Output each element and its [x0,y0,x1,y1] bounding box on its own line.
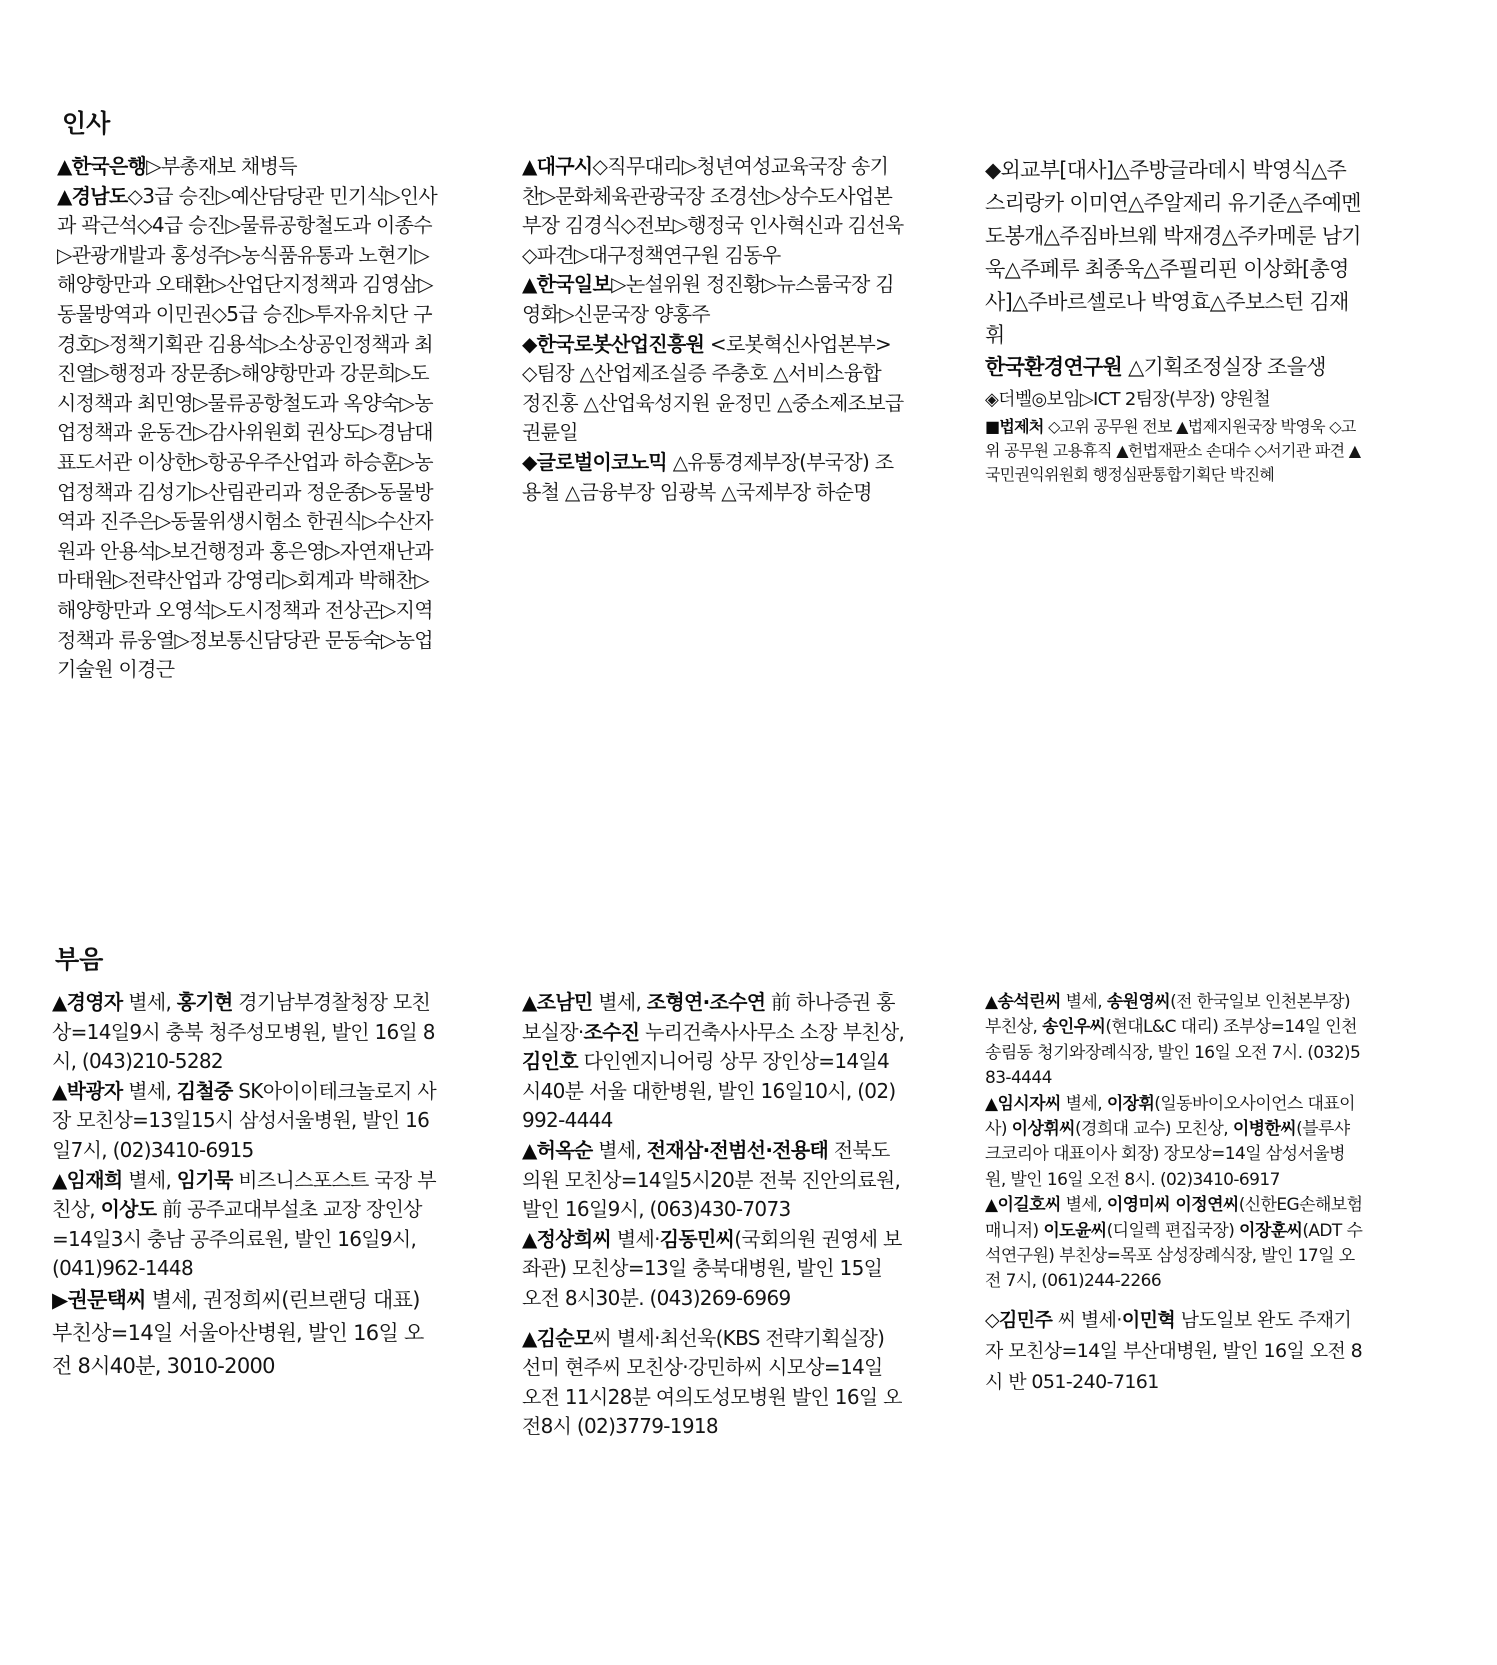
bereaved-name: 이민혁 [1121,1308,1176,1331]
entry-text: ◇직무대리▷청년여성교육국장 송기찬▷문화체육관광국장 조경선▷상수도사업본부장 김경식◇전보▷행정국 인사혁신과 김선욱◇파견▷대구정책연구원 김동우 [522,154,904,267]
bereaved-name: 이장휘 [1106,1093,1155,1114]
obituary-entry [522,1136,905,1225]
entry-text: 씨 별세·최선욱(KBS 전략기획실장) 선미 현주씨 모친상·강민하씨 시모상=14일 오전 11시28분 여의도성모병원 발인 16일 오전8시 (02)3779-1918 [522,1325,902,1439]
bereaved-name: 전재삼·전범선·전용태 [646,1137,829,1162]
obituary-entry [522,1324,905,1442]
org-name: ■법제처 [985,417,1044,436]
entry-text: ◇3급 승진▷예산담당관 민기식▷인사과 곽근석◇4급 승진▷물류공항철도과 이종수▷관광개발과 홍성주▷농식품유통과 노현기▷해양항만과 오태환▷산업단지정책과 김영삼▷동물방역과 이민권◇5급 승진▷투자유치단 구경호▷정책기획관 김용석▷소상공인정책과 최진열▷행정과 장문종▷해양항만과 강문희▷도시정책과 최민영▷물류공항철도과 옥양숙▷농업정책과 윤동건▷감사위원회 권상도▷경남대표도서관 이상한▷항공우주산업과 하승훈▷농업정책과 김성기▷산림관리과 정운종▷동물방역과 진주은▷동물위생시험소 한권식▷수산자원과 안용석▷보건행정과 홍은영▷자연재난과 마태원▷전략산업과 강영리▷회계과 박해찬▷해양항만과 오영석▷도시정책과 전상곤▷지역정책과 류웅열▷정보통신담당관 문동숙▷농업기술원 이경근 [57,183,437,682]
entry-text: 남도일보 완도 주재기자 모친상=14일 부산대병원, 발인 16일 오전 8시 반 051-240-7161 [985,1308,1363,1393]
entry-text: 前 공주교대부설초 교장 장인상=14일3시 충남 공주의료원, 발인 16일9시, (041)962-1448 [52,1197,422,1281]
deceased-name: ▲경영자 [52,990,123,1014]
entry-text: 별세, [592,1137,647,1162]
obituary-entry [985,1193,1365,1295]
deceased-name: ▲박광자 [52,1078,123,1103]
insa-entry [522,448,905,507]
entry-text: 별세, [122,1078,177,1103]
entry-text: 씨 별세· [1052,1308,1122,1331]
deceased-name: ▲이길호씨 [985,1195,1061,1216]
bereaved-name: 이병한씨 [1232,1119,1297,1140]
org-name: ◆글로벌이코노믹 [522,449,668,474]
org-name: ▲한국은행 [57,154,147,178]
entry-text: 별세, [1060,1093,1107,1114]
org-name: ▲대구시 [522,154,593,178]
insa-entry-moleg [985,415,1365,487]
entry-text: 별세, [592,990,647,1014]
bereaved-name: 송인우씨 [1042,1017,1106,1038]
org-name: 한국환경연구원 [985,355,1123,379]
bereaved-name: 김철중 [176,1078,233,1103]
deceased-name: ◇김민주 [985,1308,1053,1331]
obituary-entry [985,990,1365,1092]
entry-text: SK아이이테크놀로지 사장 모친상=13일15시 삼성서울병원, 발인 16일7시, (02)3410-6915 [52,1078,436,1162]
entry-text: 다인엔지니어링 상무 장인상=14일4시40분 서울 대한병원, 발인 16일10시, (02)992-4444 [522,1049,896,1133]
obituary-entry [52,1077,437,1166]
deceased-name: ▲조남민 [522,990,593,1014]
insa-entry [522,330,905,448]
deceased-name: ▲임시자씨 [985,1093,1061,1114]
entry-text: (현대L&C 대리) 조부상=14일 인천 송림동 청기와장례식장, 발인 16일 오전 7시. (032)583-4444 [985,1017,1361,1089]
entry-text: 별세, [1060,1195,1107,1216]
deceased-name: ▲허옥순 [522,1137,593,1162]
entry-text: 별세, [122,990,177,1014]
entry-text: (전 한국일보 인천본부장) 부친상, [985,992,1351,1038]
deceased-name: ▲정상희씨 [522,1226,612,1251]
entry-text: (ADT 수석연구원) 부친상=목포 삼성장례식장, 발인 17일 오전 7시, (061)244-2266 [985,1220,1363,1292]
org-name: ▲경남도 [57,183,128,208]
bereaved-name: 조수진 [583,1019,640,1044]
entry-text: (국회의원 권영세 보좌관) 모친상=13일 충북대병원, 발인 15일 오전 8시30분. (043)269-6969 [522,1226,902,1310]
obituary-entry [522,988,905,1136]
entry-text: △기획조정실장 조을생 [1122,355,1326,379]
insa-entry-gyeongnam [57,182,440,685]
insa-entry-kei [985,352,1365,384]
entry-text: ▷부총재보 채병득 [146,154,297,178]
entry-text: 별세, 권정희씨(린브랜딩 대표) 부친상=14일 서울아산병원, 발인 16일 오전 8시40분, 3010-2000 [52,1287,424,1378]
bereaved-name: 김동민씨 [659,1226,735,1251]
entry-text: 누리건축사사무소 소장 부친상, [639,1019,905,1044]
insa-entry [522,270,905,329]
entry-text: 前 하나증권 홍보실장· [522,990,895,1044]
bereaved-name: 홍기현 [176,990,233,1014]
insa-column-2 [522,152,905,507]
org-name: ▲한국일보 [522,272,612,297]
bereaved-name: 임기묵 [176,1167,233,1192]
deceased-name: ▲김순모 [522,1325,593,1350]
entry-text: (블루샤크코리아 대표이사 회장) 장모상=14일 삼성서울병원, 발인 16일 오전 8시. (02)3410-6917 [985,1119,1350,1190]
entry-text: (경희대 교수) 모친상, [1074,1119,1233,1140]
entry-text: (신한EG손해보험 매니저) [985,1195,1363,1241]
bueum-column-2 [522,988,905,1442]
obituary-entry [985,1305,1365,1398]
entry-text: △유통경제부장(부국장) 조용철 △금융부장 임광복 △국제부장 하순명 [522,449,894,504]
deceased-name: ▲임재희 [52,1167,123,1192]
insa-column-3 [985,154,1365,487]
bereaved-name: 이영미씨 이정연씨 [1106,1195,1239,1216]
bereaved-name: 조형연·조수연 [646,990,766,1014]
bueum-column-3 [985,990,1365,1398]
entry-text: 별세, [1060,992,1107,1012]
obituary-entry [52,1166,437,1284]
entry-text: (디일렉 편집국장) [1106,1220,1240,1241]
insa-entry-thebell: ◈더벨◎보임▷ICT 2팀장(부장) 양원철 [985,388,1271,410]
deceased-name: ▶권문택씨 [52,1287,146,1312]
entry-text: 별세, [122,1167,177,1192]
insa-entry-bok [57,152,440,182]
entry-text: ◇고위 공무원 전보 ▲법제지원국장 박영욱 ◇고위 공무원 고용휴직 ▲헌법재판소 손대수 ◇서기관 파견 ▲국민권익위원회 행정심판통합기획단 박진혜 [985,417,1361,484]
insa-column-1 [57,152,440,685]
bereaved-name: 이상도 [100,1197,157,1222]
insa-entry [522,152,905,270]
obituary-entry [522,1225,905,1314]
insa-section-title: 인사 [62,109,111,138]
obituary-entry [985,1092,1365,1194]
entry-text: 전북도의원 모친상=14일5시20분 전북 진안의료원, 발인 16일9시, (063)430-7073 [522,1137,901,1222]
bereaved-name: 이상휘씨 [1011,1119,1075,1140]
entry-text: 별세· [611,1226,660,1251]
bueum-column-1 [52,988,437,1383]
bereaved-name: 이장훈씨 [1239,1220,1303,1241]
bereaved-name: 이도윤씨 [1043,1220,1107,1241]
insa-entry-mofa: ◆외교부[대사]△주방글라데시 박영식△주스리랑카 이미연△주알제리 유기준△주예멘 도봉개△주짐바브웨 박재경△주카메룬 남기욱△주페루 최종욱△주필리핀 이상화[총영사]△주바르셀로나 박영효△주보스턴 김재휘 [985,158,1361,347]
bueum-section-title: 부음 [55,945,104,974]
entry-text: 비즈니스포스트 국장 부친상, [52,1167,436,1222]
obituary-entry [52,1284,437,1383]
entry-text: ▷논설위원 정진황▷뉴스룸국장 김영화▷신문국장 양홍주 [522,272,894,326]
bereaved-name: 김인호 [522,1049,578,1074]
bereaved-name: 송원영씨 [1106,992,1171,1012]
obituary-entry [52,988,437,1077]
entry-text: <로봇혁신사업본부>◇팀장 △산업제조실증 주충호 △서비스융합 정진홍 △산업육성지원 윤정민 △중소제조보급 권륜일 [522,331,904,445]
entry-text: (일동바이오사이언스 대표이사) [985,1093,1355,1140]
org-name: ◆한국로봇산업진흥원 [522,331,705,356]
entry-text: 경기남부경찰청장 모친상=14일9시 충북 청주성모병원, 발인 16일 8시, (043)210-5282 [52,990,435,1074]
deceased-name: ▲송석린씨 [985,992,1061,1012]
